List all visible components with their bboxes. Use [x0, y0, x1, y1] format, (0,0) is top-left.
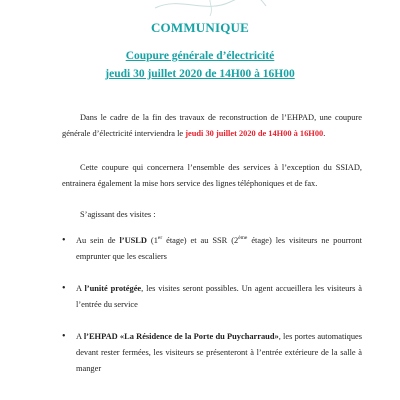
list-item-strong: l’EHPAD «La Résidence de la Porte du Puycharraud» [83, 332, 279, 341]
list-item-text [76, 233, 362, 265]
bullet-dot-icon: • [62, 283, 66, 294]
bullet-dot-icon: • [62, 235, 66, 246]
superscript-er: er [157, 235, 163, 242]
list-item-strong: l’unité protégée [84, 284, 142, 293]
subtitle-date: jeudi 30 juillet 2020 de 14H00 à 16H00 [105, 68, 295, 80]
list-item-strong: l’USLD [119, 236, 147, 245]
bullet-dot-icon: • [62, 331, 66, 342]
list-item-rest: étage) les visiteurs ne pourront emprunter que les escaliers [76, 236, 362, 261]
paragraph-scope [62, 160, 362, 192]
communique-title: COMMUNIQUE [150, 20, 250, 35]
superscript-eme: ème [238, 235, 248, 242]
list-item-prefix: Au sein de [76, 236, 120, 245]
subtitle-power-cut: Coupure générale d’électricité [125, 50, 275, 62]
watermark-logo [150, 0, 270, 16]
list-item-text [76, 281, 362, 313]
paragraph-visits-intro [62, 207, 362, 223]
list-item-text [76, 329, 362, 377]
paragraph-context-text: Dans le cadre de la fin des travaux de reconstruction de l’EHPAD, une coupure générale d’électricité interviendra le [62, 113, 362, 138]
paragraph-context-end: . [323, 129, 326, 138]
list-item-mid: (1 [146, 236, 158, 245]
list-item-rest: , les visites seront possibles. Un agent accueillera les visiteurs à l’entrée du service [76, 284, 362, 309]
paragraph-visits-text: S’agissant des visites : [80, 210, 156, 219]
list-item-rest: , les portes automatiques devant rester fermées, les visiteurs se présenteront à l’entrée extérieure de la salle à manger [76, 332, 363, 373]
list-item-mid: étage) et au SSR (2 [162, 236, 239, 245]
list-item-prefix: A [76, 284, 85, 293]
paragraph-context [62, 110, 362, 142]
list-item-prefix: A [76, 332, 84, 341]
paragraph-scope-text: Cette coupure qui concernera l’ensemble des services à l’exception du SSIAD, entrainera également la mise hors service des lignes téléphoniques et de fax. [62, 163, 362, 188]
highlight-date: jeudi 30 juillet 2020 de 14H00 à 16H00 [185, 129, 324, 138]
